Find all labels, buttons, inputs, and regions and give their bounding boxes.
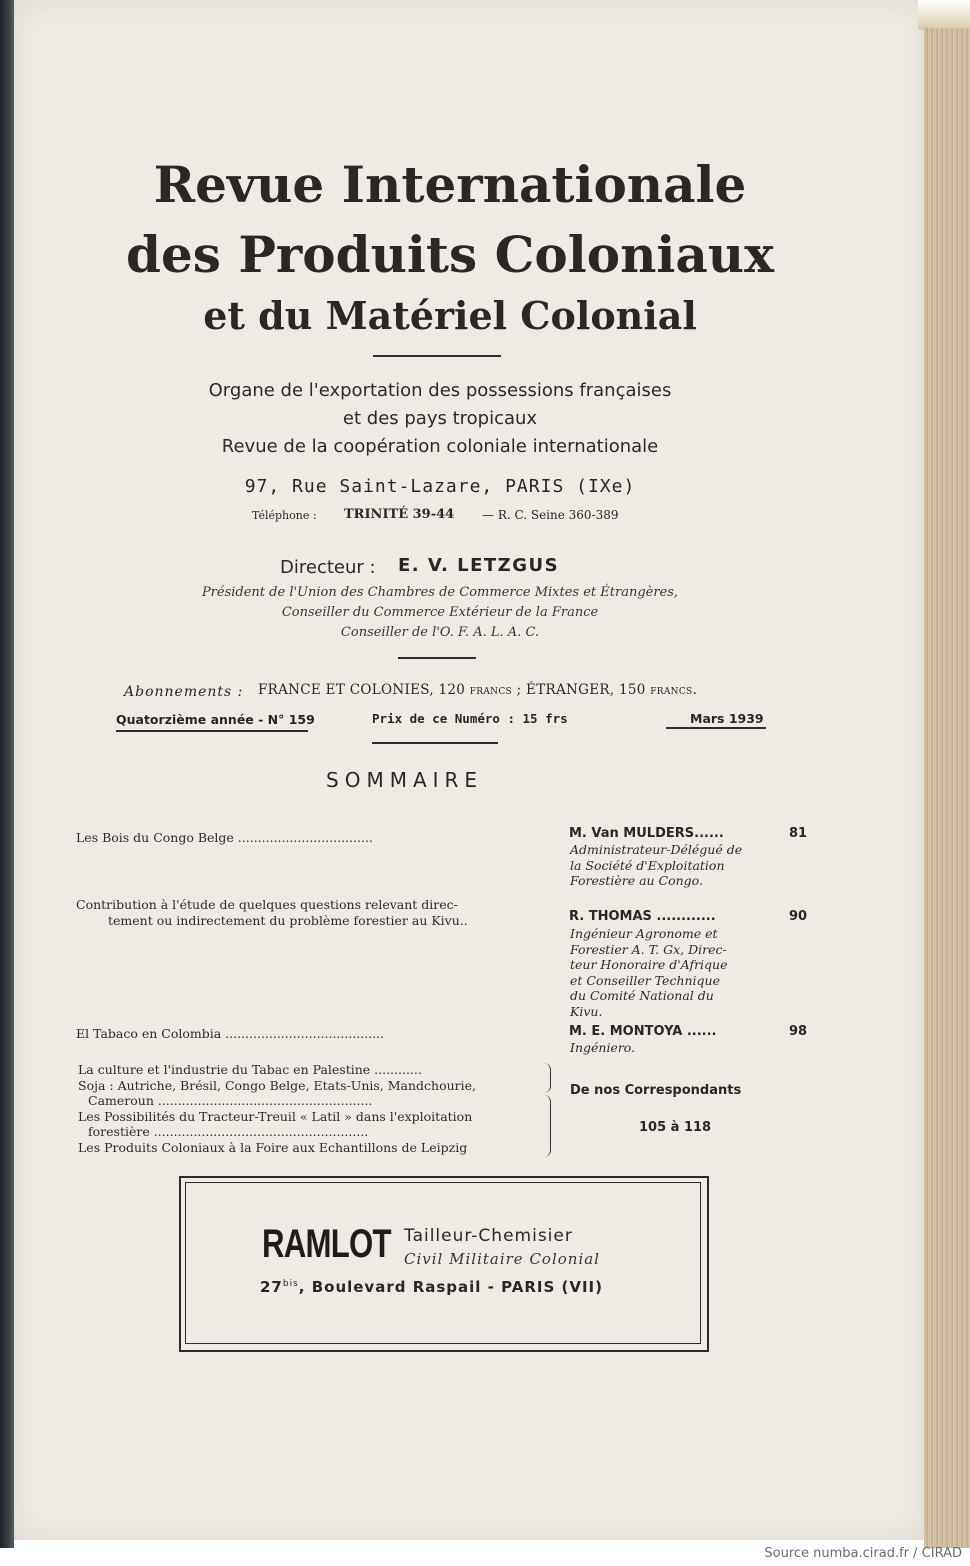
toc-entry-author: M. Van MULDERS...... bbox=[569, 826, 724, 841]
page-edge-corner bbox=[918, 0, 970, 30]
toc-entry-page: 98 bbox=[789, 1024, 808, 1039]
journal-title-line1: Revue Internationale bbox=[153, 155, 747, 214]
correspondents-label: De nos Correspondants bbox=[570, 1083, 742, 1098]
toc-entry-title: Contribution à l'étude de quelques questions relevant direc- tement ou indirectement du problème forestier au Kivu.. bbox=[76, 897, 468, 928]
toc-entry-page: 81 bbox=[789, 826, 808, 841]
subtitle-line2: et des pays tropicaux bbox=[342, 408, 538, 429]
divider bbox=[373, 355, 501, 357]
toc-entry-page: 90 bbox=[789, 909, 808, 924]
ad-trade: Tailleur-Chemisier bbox=[404, 1226, 573, 1246]
toc-entry-author-desc: Ingéniero. bbox=[570, 1040, 636, 1055]
ad-brand: RAMLOT bbox=[262, 1222, 391, 1266]
toc-group-line: Les Possibilités du Tracteur-Treuil « Latil » dans l'exploitation bbox=[78, 1108, 473, 1124]
toc-group-line: La culture et l'industrie du Tabac en Palestine ............ bbox=[78, 1062, 422, 1077]
subscription-text: FRANCE ET COLONIES, 120 francs ; ÉTRANGER, 150 francs. bbox=[258, 682, 698, 698]
director-title3: Conseiller de l'O. F. A. L. A. C. bbox=[340, 625, 540, 640]
registry-number: — R. C. Seine 360-389 bbox=[482, 508, 619, 522]
toc-entry-title: El Tabaco en Colombia ........................................ bbox=[76, 1026, 385, 1041]
date-underline bbox=[666, 727, 766, 729]
page-edges bbox=[924, 28, 970, 1548]
subtitle-line1: Organe de l'exportation des possessions françaises bbox=[208, 380, 672, 401]
toc-entry-author-desc: Ingénieur Agronome et Forestier A. T. Gx, Direc- teur Honoraire d'Afrique et Conseiller Technique du Comité National du Kivu. bbox=[570, 926, 728, 1019]
divider bbox=[372, 742, 498, 744]
toc-group-line: forestière ...................................................... bbox=[88, 1124, 369, 1140]
toc-entry-author: R. THOMAS ............ bbox=[569, 909, 716, 924]
toc-group-line: Cameroun ...................................................... bbox=[88, 1093, 373, 1109]
ad-specialty: Civil Militaire Colonial bbox=[404, 1250, 600, 1268]
issue-price: Prix de ce Numéro : 15 frs bbox=[372, 711, 568, 726]
brace bbox=[544, 1095, 551, 1157]
address: 97, Rue Saint-Lazare, PARIS (IXe) bbox=[244, 476, 636, 497]
toc-group-line: Les Produits Coloniaux à la Foire aux Echantillons de Leipzig bbox=[78, 1139, 468, 1155]
divider bbox=[398, 657, 476, 659]
toc-entry-author: M. E. MONTOYA ...... bbox=[569, 1024, 717, 1039]
toc-group-line: Soja : Autriche, Brésil, Congo Belge, Etats-Unis, Mandchourie, bbox=[78, 1077, 477, 1093]
subscription-label: Abonnements : bbox=[124, 684, 244, 700]
director-title2: Conseiller du Commerce Extérieur de la France bbox=[281, 605, 599, 620]
director-name: E. V. LETZGUS bbox=[398, 555, 560, 576]
issue-number: Quatorzième année - N° 159 bbox=[116, 712, 315, 727]
brace bbox=[544, 1063, 551, 1093]
director-title1: Président de l'Union des Chambres de Commerce Mixtes et Étrangères, bbox=[201, 585, 679, 600]
issue-date: Mars 1939 bbox=[690, 711, 764, 726]
subtitle-line3: Revue de la coopération coloniale internationale bbox=[221, 436, 659, 457]
journal-title-line2: des Produits Coloniaux bbox=[126, 225, 774, 284]
telephone-value: TRINITÉ 39-44 bbox=[344, 507, 455, 522]
sommaire-heading: SOMMAIRE bbox=[326, 768, 484, 792]
director-label: Directeur : bbox=[280, 557, 376, 578]
source-credit: Source numba.cirad.fr / CIRAD bbox=[764, 1546, 962, 1561]
ad-address: $27^{bis}$, Boulevard Raspail - PARIS (VII) bbox=[260, 1278, 603, 1296]
toc-entry-title: Les Bois du Congo Belge .................................. bbox=[76, 830, 373, 845]
toc-group bbox=[78, 1062, 476, 1156]
toc-entry-author-desc: Administrateur-Délégué de la Société d'Exploitation Forestière au Congo. bbox=[570, 842, 743, 888]
issue-underline bbox=[116, 730, 308, 732]
journal-title-line3: et du Matériel Colonial bbox=[203, 293, 697, 338]
telephone-label: Téléphone : bbox=[252, 509, 317, 522]
correspondents-pages: 105 à 118 bbox=[639, 1120, 712, 1135]
